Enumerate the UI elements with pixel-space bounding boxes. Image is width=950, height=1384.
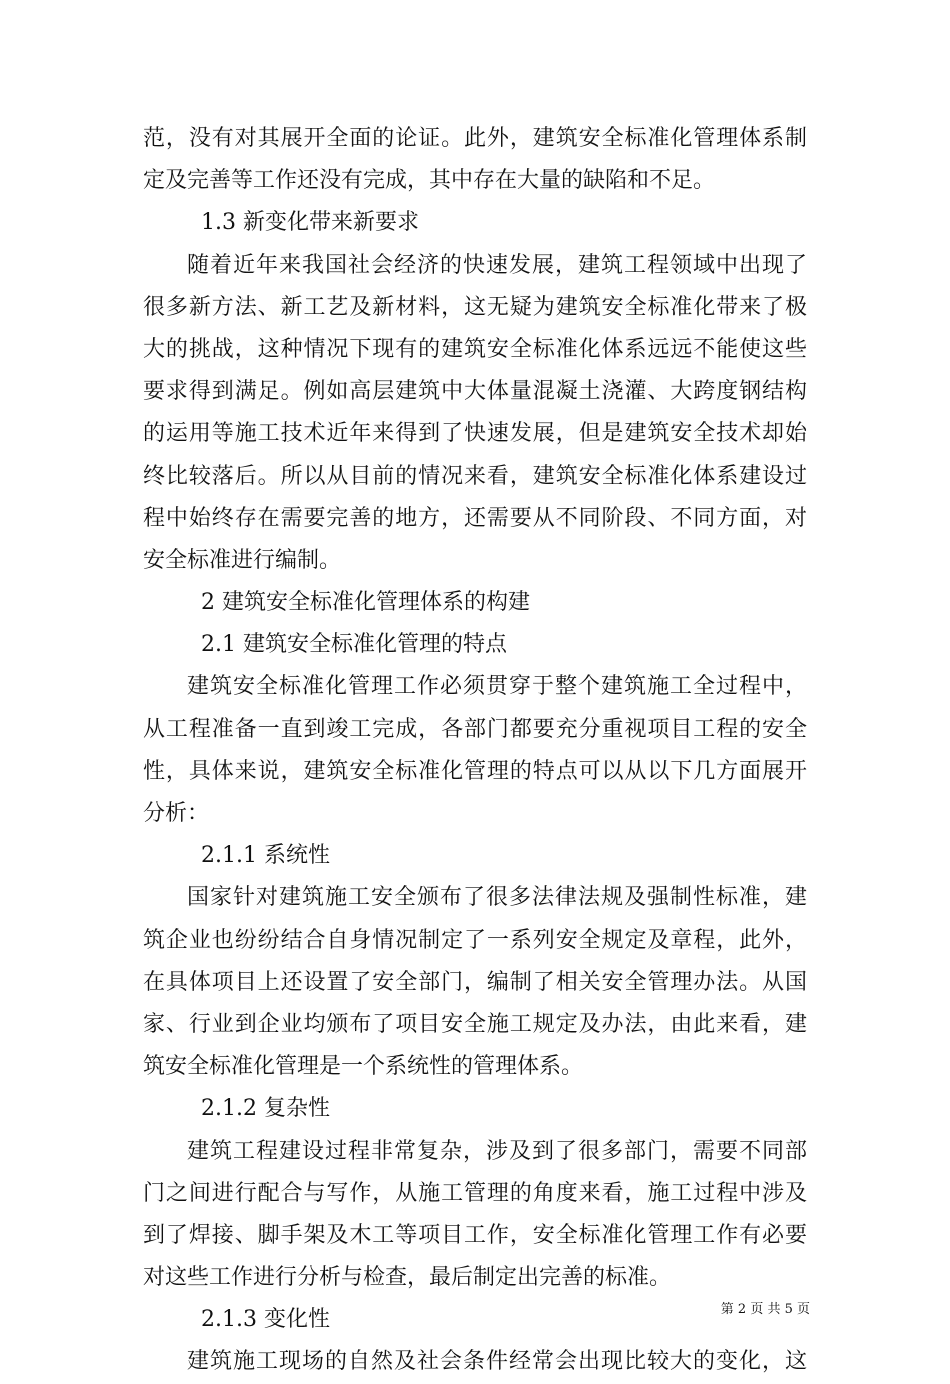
section-heading: 2.1.1 系统性 bbox=[201, 843, 330, 869]
text-line: 终比较落后。所以从目前的情况来看，建筑安全标准化体系建设过 bbox=[143, 463, 807, 489]
text-line: 定及完善等工作还没有完成，其中存在大量的缺陷和不足。 bbox=[143, 168, 716, 194]
text-line: 要求得到满足。例如高层建筑中大体量混凝土浇灌、大跨度钢结构 bbox=[143, 379, 807, 405]
text-line: 范，没有对其展开全面的论证。此外，建筑安全标准化管理体系制 bbox=[143, 126, 807, 151]
text-line: 分析： bbox=[143, 801, 210, 826]
text-line: 国家针对建筑施工安全颁布了很多法律法规及强制性标准，建 bbox=[187, 885, 807, 911]
section-heading: 2.1.3 变化性 bbox=[201, 1307, 330, 1333]
text-line: 家、行业到企业均颁布了项目安全施工规定及办法，由此来看，建 bbox=[143, 1011, 807, 1037]
text-line: 建筑工程建设过程非常复杂，涉及到了很多部门，需要不同部 bbox=[187, 1138, 807, 1164]
text-line: 很多新方法、新工艺及新材料，这无疑为建筑安全标准化带来了极 bbox=[143, 294, 807, 320]
section-heading: 2 建筑安全标准化管理体系的构建 bbox=[201, 590, 530, 616]
text-line: 对这些工作进行分析与检查，最后制定出完善的标准。 bbox=[143, 1265, 672, 1291]
section-heading: 2.1 建筑安全标准化管理的特点 bbox=[201, 632, 507, 658]
body-text bbox=[143, 118, 807, 1384]
text-line: 安全标准进行编制。 bbox=[143, 547, 342, 573]
text-line: 建筑施工现场的自然及社会条件经常会出现比较大的变化，这 bbox=[187, 1349, 807, 1375]
page-number: 第 2 页 共 5 页 bbox=[720, 1302, 810, 1317]
text-line: 筑安全标准化管理是一个系统性的管理体系。 bbox=[143, 1054, 584, 1080]
text-line: 随着近年来我国社会经济的快速发展，建筑工程领域中出现了 bbox=[187, 252, 807, 278]
text-line: 的运用等施工技术近年来得到了快速发展，但是建筑安全技术却始 bbox=[143, 421, 807, 447]
section-heading: 1.3 新变化带来新要求 bbox=[201, 210, 419, 236]
text-line: 筑企业也纷纷结合自身情况制定了一系列安全规定及章程，此外， bbox=[143, 927, 807, 953]
text-line: 到了焊接、脚手架及木工等项目工作，安全标准化管理工作有必要 bbox=[143, 1222, 807, 1248]
text-line: 在具体项目上还设置了安全部门，编制了相关安全管理办法。从国 bbox=[143, 969, 807, 995]
text-line: 门之间进行配合与写作，从施工管理的角度来看，施工过程中涉及 bbox=[143, 1180, 807, 1206]
text-line: 程中始终存在需要完善的地方，还需要从不同阶段、不同方面，对 bbox=[143, 505, 807, 531]
text-line: 建筑安全标准化管理工作必须贯穿于整个建筑施工全过程中， bbox=[187, 674, 807, 700]
section-heading: 2.1.2 复杂性 bbox=[201, 1096, 330, 1122]
text-line: 大的挑战，这种情况下现有的建筑安全标准化体系远远不能使这些 bbox=[143, 336, 807, 362]
text-line: 从工程准备一直到竣工完成，各部门都要充分重视项目工程的安全 bbox=[143, 716, 807, 742]
text-line: 性，具体来说，建筑安全标准化管理的特点可以从以下几方面展开 bbox=[143, 758, 807, 784]
